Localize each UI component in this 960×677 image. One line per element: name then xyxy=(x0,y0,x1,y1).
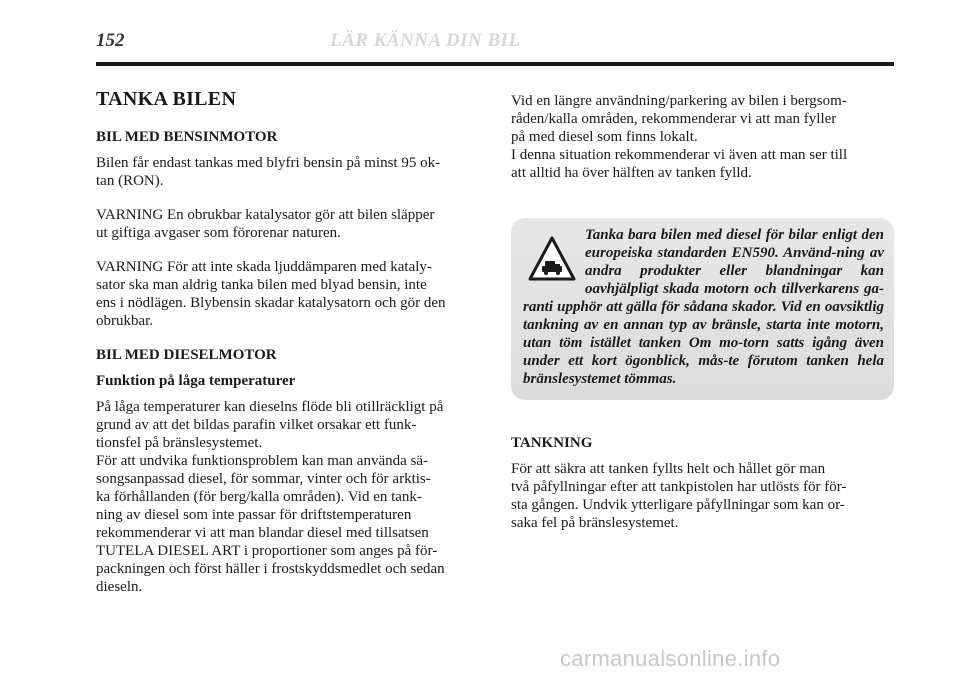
warning-box xyxy=(511,218,894,400)
right-column xyxy=(511,92,894,198)
catalyst-warning: VARNING En obrukbar katalysator gör att bilen släpper ut giftiga avgaser som förorenar naturen. xyxy=(96,207,435,241)
watermark: carmanualsonline.info xyxy=(560,646,781,671)
low-temp-text: På låga temperaturer kan dieselns flöde bli otillräckligt på grund av att det bildas parafin vilket orsakar ett funk- tionsfel på bränslesystemet. För att undvika funktionsproblem kan man använda sä- songsanpassad diesel, för sommar, vinter och för arktis- ka förhållanden (för berg/kalla områden). Vid en tank- ning av diesel som inte passar för driftstemperaturen rekommenderar vi att man blandar diesel med tillsatsen TUTELA DIESEL ART i proportioner som anges på för- packningen och först häller i frostskyddsmedlet och sedan dieseln. xyxy=(96,399,445,595)
low-temp-heading: Funktion på låga temperaturer xyxy=(96,373,296,389)
diesel-heading: BIL MED DIESELMOTOR xyxy=(96,347,277,363)
page-number: 152 xyxy=(96,30,125,51)
refuel-section xyxy=(511,434,894,548)
refuel-text: För att säkra att tanken fyllts helt och hållet gör man två påfyllningar efter att tankpistolen har utlösts för för- sta gången. Undvik ytterligare påfyllningar som kan or- saka fel på bränslesystemet. xyxy=(511,461,847,531)
petrol-text: Bilen får endast tankas med blyfri bensin på minst 95 ok- tan (RON). xyxy=(96,155,441,189)
section-title: TANKA BILEN xyxy=(96,88,237,110)
intro-text: Vid en längre användning/parkering av bilen i bergsom- råden/kalla områden, rekommenderar vi att man fyller på med diesel som finns lokalt. I denna situation rekommenderar vi även att man ser till att alltid ha över hälften av tanken fylld. xyxy=(511,93,848,181)
left-column xyxy=(96,90,479,612)
diesel-warning-text: Tanka bara bilen med diesel för bilar enligt den europeiska standarden EN590. Använd-ning av andra produkter eller blandningar kan oavhjälpligt skada motorn och tillverkarens ga-ranti upphör att gälla för sådana skador. Vid en oavsiktlig tankning av en annan typ av bränsle, starta inte motorn, utan töm istället tanken Om mo-torn satts igång även under ett kort ögonblick, mås-te förutom tanken hela bränslesystemet tömmas. xyxy=(523,227,884,387)
running-title: LÄR KÄNNA DIN BIL xyxy=(330,30,521,51)
petrol-heading: BIL MED BENSINMOTOR xyxy=(96,129,278,145)
warning-triangle-icon xyxy=(527,234,577,284)
leaded-fuel-warning: VARNING För att inte skada ljuddämparen med kataly- sator ska man aldrig tanka bilen med blyad bensin, inte ens i nödlägen. Blybensin skadar katalysatorn och gör den obrukbar. xyxy=(96,259,446,329)
header-rule xyxy=(96,62,894,66)
refuel-heading: TANKNING xyxy=(511,435,593,451)
